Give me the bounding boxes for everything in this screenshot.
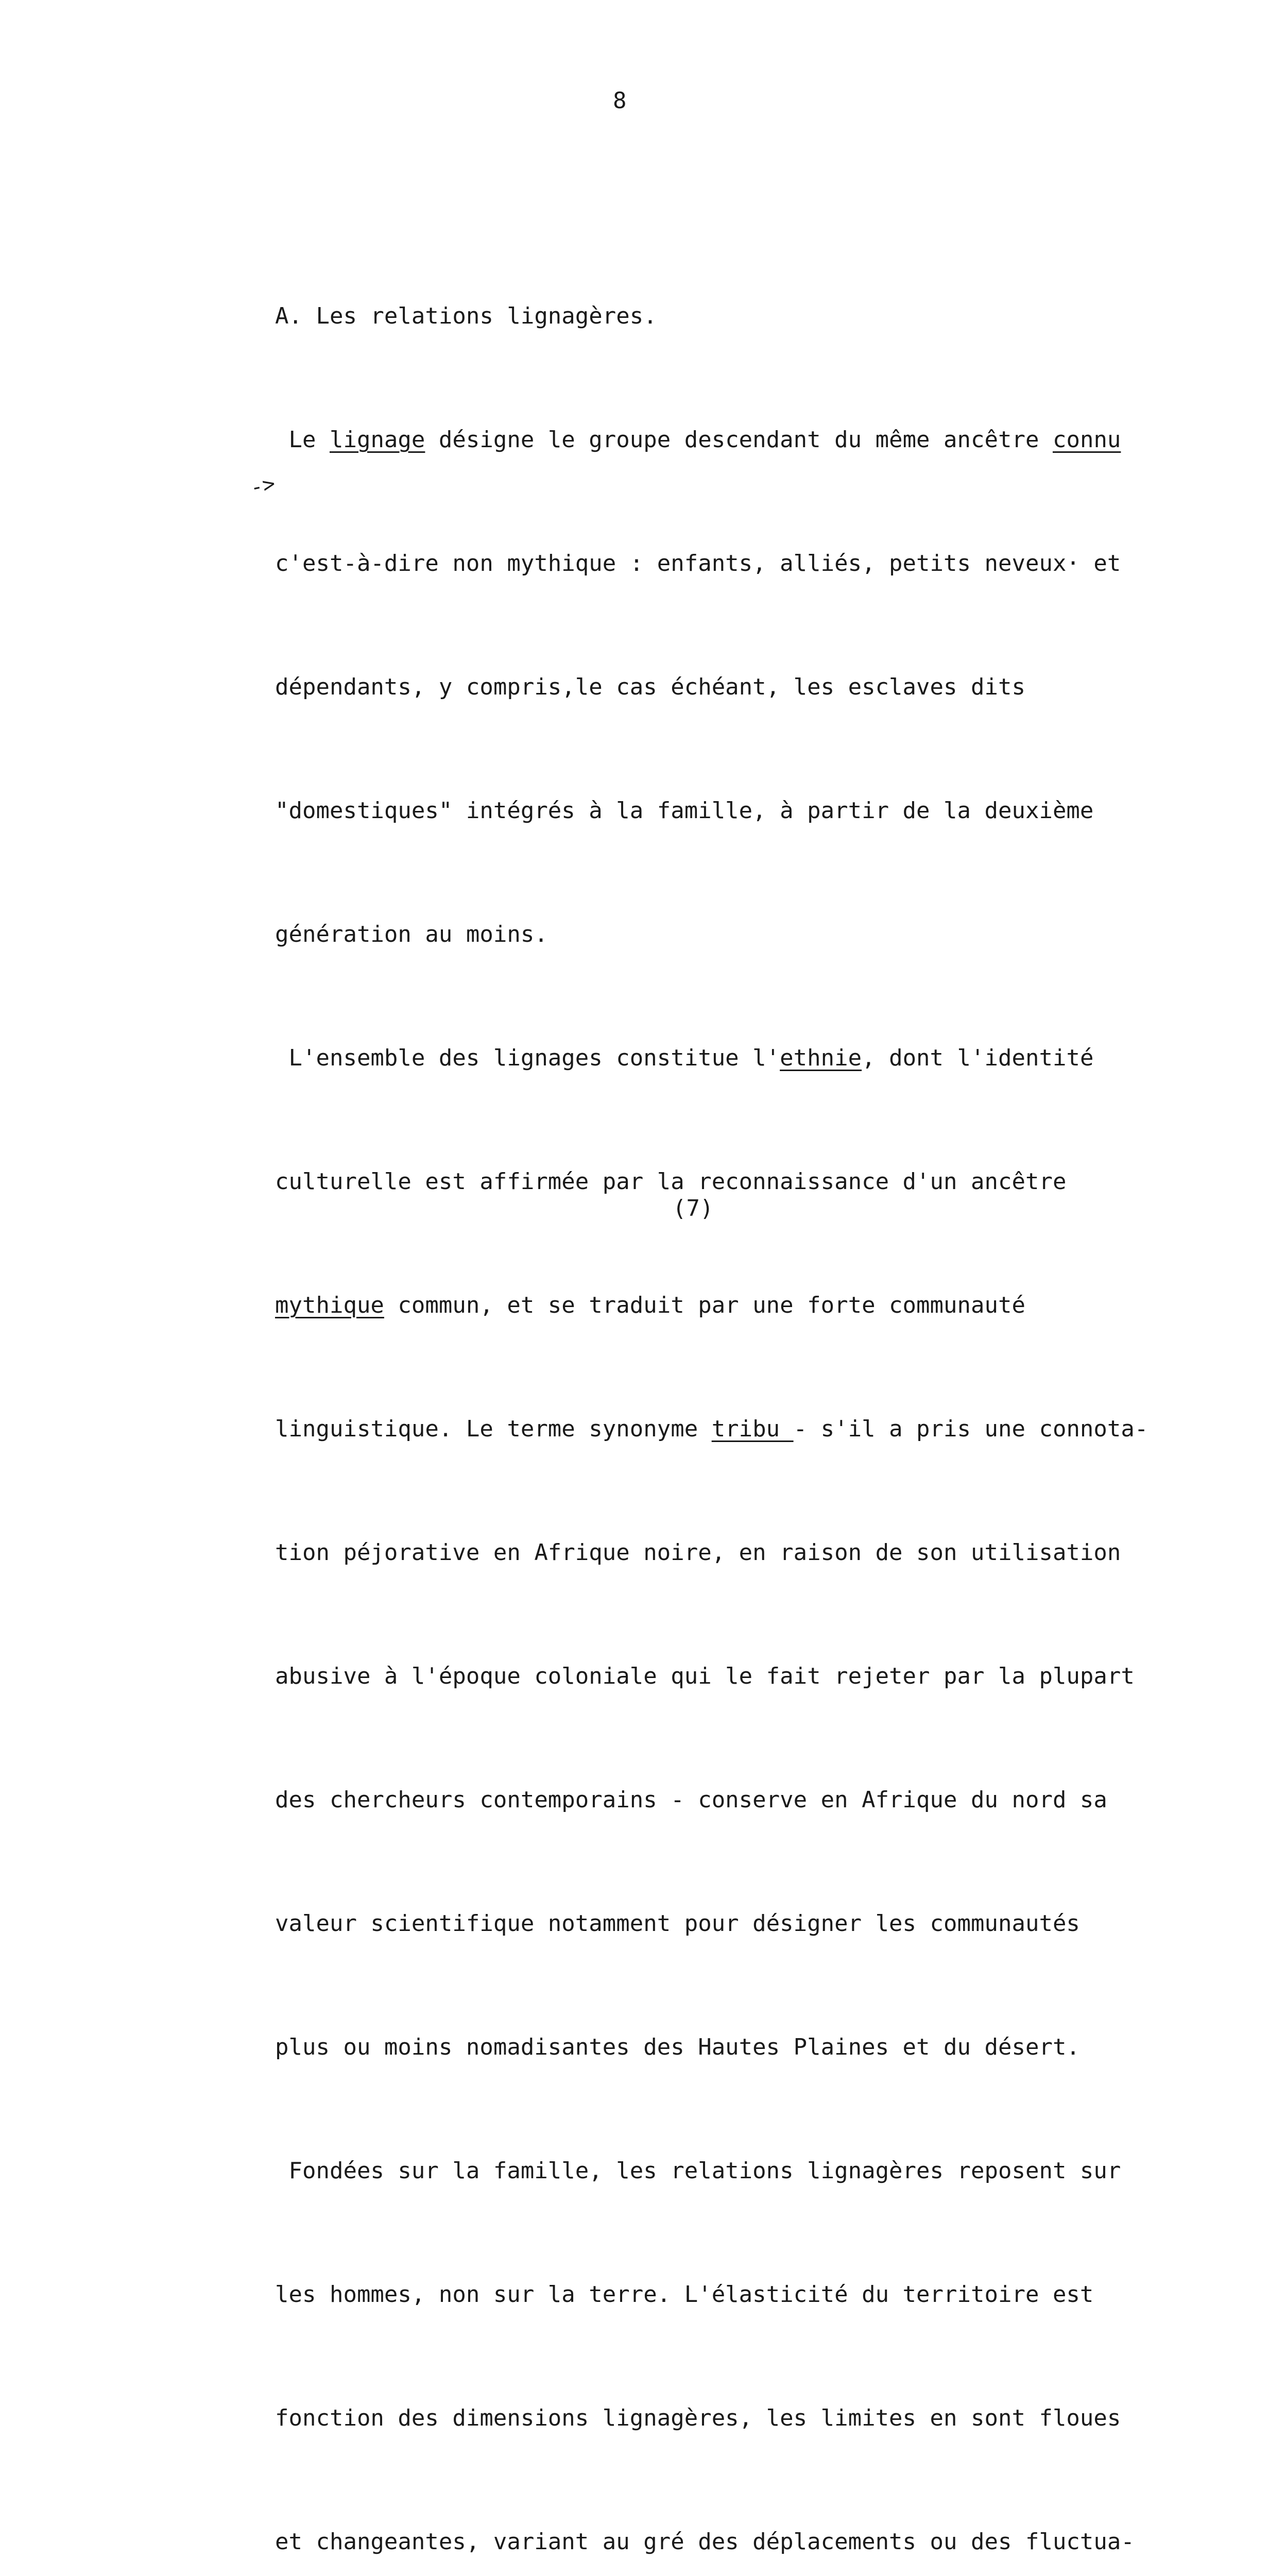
text-fragment: Le xyxy=(275,427,330,453)
text-line xyxy=(275,1285,1254,1326)
section-heading: A. Les relations lignagères. xyxy=(275,303,657,329)
text-fragment: L'ensemble des lignages constitue l' xyxy=(275,1045,780,1071)
text-line xyxy=(275,419,1254,461)
text-line: plus ou moins nomadisantes des Hautes Plaines et du désert. xyxy=(275,2034,1080,2060)
text-line: "domestiques" intégrés à la famille, à partir de la deuxième xyxy=(275,798,1094,824)
text-line: les hommes, non sur la terre. L'élasticité du territoire est xyxy=(275,2281,1094,2308)
text-line: et changeantes, variant au gré des déplacements ou des fluctua- xyxy=(275,2529,1135,2555)
text-line: c'est-à-dire non mythique : enfants, alliés, petits neveux· et xyxy=(275,550,1121,577)
text-fragment: , dont l'identité xyxy=(862,1045,1094,1071)
underlined-term-connu: connu xyxy=(1052,427,1121,453)
text-line: fonction des dimensions lignagères, les limites en sont floues xyxy=(275,2405,1121,2431)
text-line: Fondées sur la famille, les relations lignagères reposent sur xyxy=(275,2158,1121,2184)
text-line: abusive à l'époque coloniale qui le fait rejeter par la plupart xyxy=(275,1663,1135,1689)
underlined-term-tribu: tribu xyxy=(711,1416,794,1442)
text-fragment: désigne le groupe descendant du même ancêtre xyxy=(425,427,1053,453)
footnote-reference: (7) xyxy=(673,1195,714,1222)
page-number: 8 xyxy=(613,88,627,114)
margin-arrow-mark: -> xyxy=(248,471,278,500)
text-line: valeur scientifique notamment pour désigner les communautés xyxy=(275,1910,1080,1937)
text-line xyxy=(275,1409,1254,1450)
text-line: génération au moins. xyxy=(275,921,548,947)
underlined-term-lignage: lignage xyxy=(329,427,425,453)
text-line: des chercheurs contemporains - conserve en Afrique du nord sa xyxy=(275,1787,1107,1813)
text-fragment: linguistique. Le terme synonyme xyxy=(275,1416,712,1442)
text-line: dépendants, y compris,le cas échéant, les esclaves dits xyxy=(275,674,1025,700)
text-line: tion péjorative en Afrique noire, en raison de son utilisation xyxy=(275,1539,1121,1566)
body-text xyxy=(275,213,1254,2576)
underlined-term-ethnie: ethnie xyxy=(780,1045,862,1071)
text-line xyxy=(275,1038,1254,1079)
text-fragment: - s'il a pris une connota- xyxy=(793,1416,1148,1442)
text-line: culturelle est affirmée par la reconnaissance d'un ancêtre xyxy=(275,1168,1067,1195)
text-fragment: commun, et se traduit par une forte communauté xyxy=(384,1292,1025,1318)
underlined-term-mythique: mythique xyxy=(275,1292,384,1318)
